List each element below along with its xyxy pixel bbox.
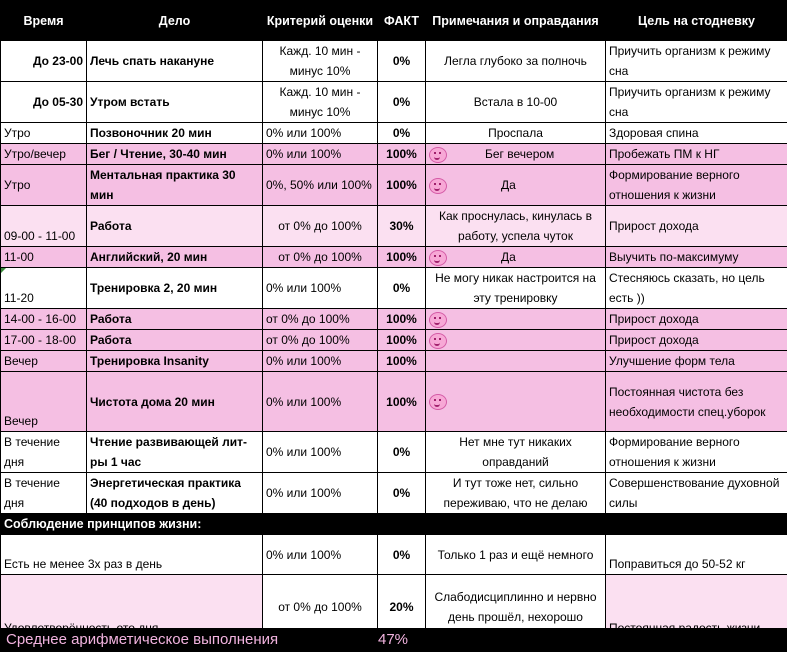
goal-cell[interactable]: Выучить по-максимуму: [606, 247, 787, 268]
criterion-cell[interactable]: 0%, 50% или 100%: [263, 165, 378, 206]
note-cell[interactable]: Нет мне тут никаких оправданий: [426, 432, 606, 473]
average-value[interactable]: 47%: [378, 631, 409, 648]
table-row: [1, 247, 787, 268]
goal-cell[interactable]: Формирование верного отношения к жизни: [606, 165, 787, 206]
criterion-cell[interactable]: 0% или 100%: [263, 535, 378, 575]
fact-cell[interactable]: 0%: [378, 432, 426, 473]
fact-cell[interactable]: 0%: [378, 41, 426, 82]
goal-cell[interactable]: Прирост дохода: [606, 309, 787, 330]
goal-cell[interactable]: Пробежать ПМ к НГ: [606, 144, 787, 165]
section-title[interactable]: Соблюдение принципов жизни:: [1, 514, 787, 535]
table-row: [1, 41, 787, 82]
criterion-cell[interactable]: Кажд. 10 мин - минус 10%: [263, 82, 378, 123]
goal-cell[interactable]: Приучить организм к режиму сна: [606, 82, 787, 123]
task-cell[interactable]: Чтение развивающей лит-ры 1 час: [87, 432, 263, 473]
goal-cell[interactable]: Поправиться до 50-52 кг: [606, 535, 787, 575]
section-row: [1, 514, 787, 535]
col-header-criterion: Критерий оценки: [263, 1, 378, 41]
criterion-cell[interactable]: 0% или 100%: [263, 351, 378, 372]
time-cell[interactable]: До 23-00: [1, 41, 87, 82]
criterion-cell[interactable]: от 0% до 100%: [263, 309, 378, 330]
smiley-face-icon: [429, 147, 447, 163]
smiley-face-icon: [429, 312, 447, 328]
time-cell[interactable]: Утро/вечер: [1, 144, 87, 165]
time-text: 11-20: [4, 291, 34, 305]
footer-bar: [0, 628, 787, 652]
task-cell[interactable]: Тренировка 2, 20 мин: [87, 268, 263, 309]
note-text: Да: [501, 250, 516, 264]
table-row: [1, 82, 787, 123]
note-cell[interactable]: И тут тоже нет, сильно переживаю, что не делаю: [426, 473, 606, 514]
smiley-face-icon: [429, 178, 447, 194]
goal-cell[interactable]: Улучшение форм тела: [606, 351, 787, 372]
time-cell[interactable]: Утро: [1, 165, 87, 206]
goal-cell[interactable]: Прирост дохода: [606, 206, 787, 247]
note-cell[interactable]: [426, 144, 606, 165]
col-header-notes: Примечания и оправдания: [426, 1, 606, 41]
principle-label-cell[interactable]: Есть не менее 3х раз в день: [1, 535, 263, 575]
fact-cell[interactable]: 100%: [378, 351, 426, 372]
goal-cell[interactable]: Постоянная чистота без необходимости спец.уборок: [606, 372, 787, 432]
task-cell[interactable]: Тренировка Insanity: [87, 351, 263, 372]
smiley-face-icon: [429, 250, 447, 266]
task-cell[interactable]: Работа: [87, 309, 263, 330]
criterion-cell[interactable]: 0% или 100%: [263, 432, 378, 473]
task-cell[interactable]: Лечь спать накануне: [87, 41, 263, 82]
task-cell[interactable]: Позвоночник 20 мин: [87, 123, 263, 144]
table-row: [1, 206, 787, 247]
criterion-cell[interactable]: 0% или 100%: [263, 473, 378, 514]
header-row: [1, 1, 787, 41]
time-cell[interactable]: Вечер: [1, 372, 87, 432]
col-header-fact: ФАКТ: [378, 1, 426, 41]
smiley-face-icon: [429, 394, 447, 410]
comment-marker-icon: [1, 268, 6, 273]
note-cell[interactable]: Встала в 10-00: [426, 82, 606, 123]
note-cell[interactable]: Легла глубоко за полночь: [426, 41, 606, 82]
task-cell[interactable]: Энергетическая практика (40 подходов в день): [87, 473, 263, 514]
note-cell[interactable]: Проспала: [426, 123, 606, 144]
fact-cell[interactable]: 0%: [378, 82, 426, 123]
fact-cell[interactable]: 0%: [378, 535, 426, 575]
table-row: [1, 432, 787, 473]
time-cell[interactable]: Утро: [1, 123, 87, 144]
time-cell[interactable]: До 05-30: [1, 82, 87, 123]
note-cell[interactable]: Только 1 раз и ещё немного: [426, 535, 606, 575]
table-row: [1, 268, 787, 309]
task-cell[interactable]: Работа: [87, 330, 263, 351]
note-cell[interactable]: [426, 309, 606, 330]
criterion-cell[interactable]: 0% или 100%: [263, 372, 378, 432]
note-cell[interactable]: Слабодисциплинно и нервно день прошёл, нехорошо: [426, 575, 606, 639]
table-row: [1, 309, 787, 330]
table-row: [1, 330, 787, 351]
table-row: [1, 372, 787, 432]
criterion-cell[interactable]: от 0% до 100%: [263, 206, 378, 247]
task-cell[interactable]: Утром встать: [87, 82, 263, 123]
goal-cell[interactable]: Приучить организм к режиму сна: [606, 41, 787, 82]
fact-cell[interactable]: 20%: [378, 575, 426, 639]
task-cell[interactable]: Ментальная практика 30 мин: [87, 165, 263, 206]
note-text: Бег вечером: [485, 147, 555, 161]
smiley-face-icon: [429, 333, 447, 349]
average-label[interactable]: Среднее арифметическое выполнения: [6, 631, 279, 648]
fact-cell[interactable]: 100%: [378, 165, 426, 206]
table-row: [1, 351, 787, 372]
task-cell[interactable]: Английский, 20 мин: [87, 247, 263, 268]
fact-cell[interactable]: 100%: [378, 144, 426, 165]
criterion-cell[interactable]: 0% или 100%: [263, 144, 378, 165]
col-header-task: Дело: [87, 1, 263, 41]
table-row: [1, 144, 787, 165]
note-cell[interactable]: [426, 351, 606, 372]
criterion-cell[interactable]: 0% или 100%: [263, 123, 378, 144]
fact-cell[interactable]: 0%: [378, 123, 426, 144]
table-row: [1, 123, 787, 144]
fact-cell[interactable]: 100%: [378, 247, 426, 268]
time-cell[interactable]: 09-00 - 11-00: [1, 206, 87, 247]
time-cell[interactable]: Вечер: [1, 351, 87, 372]
goal-cell[interactable]: Здоровая спина: [606, 123, 787, 144]
goal-cell[interactable]: Формирование верного отношения к жизни: [606, 432, 787, 473]
note-cell[interactable]: [426, 247, 606, 268]
criterion-cell[interactable]: от 0% до 100%: [263, 575, 378, 639]
note-cell[interactable]: [426, 165, 606, 206]
goal-cell[interactable]: Прирост дохода: [606, 330, 787, 351]
time-cell[interactable]: [1, 268, 87, 309]
note-cell[interactable]: Не могу никак настроится на эту тренировку: [426, 268, 606, 309]
time-cell[interactable]: 14-00 - 16-00: [1, 309, 87, 330]
fact-cell[interactable]: 100%: [378, 372, 426, 432]
goal-cell[interactable]: Стесняюсь сказать, но цель есть )): [606, 268, 787, 309]
task-cell[interactable]: Чистота дома 20 мин: [87, 372, 263, 432]
time-cell[interactable]: В течение дня: [1, 432, 87, 473]
criterion-cell[interactable]: Кажд. 10 мин - минус 10%: [263, 41, 378, 82]
col-header-time: Время: [1, 1, 87, 41]
time-cell[interactable]: 11-00: [1, 247, 87, 268]
table-row: [1, 165, 787, 206]
table-row: [1, 473, 787, 514]
time-cell[interactable]: В течение дня: [1, 473, 87, 514]
fact-cell[interactable]: 0%: [378, 268, 426, 309]
criterion-cell[interactable]: от 0% до 100%: [263, 330, 378, 351]
col-header-goal: Цель на стодневку: [606, 1, 787, 41]
fact-cell[interactable]: 0%: [378, 473, 426, 514]
criterion-cell[interactable]: 0% или 100%: [263, 268, 378, 309]
task-cell[interactable]: Работа: [87, 206, 263, 247]
note-cell[interactable]: [426, 372, 606, 432]
note-cell[interactable]: [426, 330, 606, 351]
fact-cell[interactable]: 30%: [378, 206, 426, 247]
task-cell[interactable]: Бег / Чтение, 30-40 мин: [87, 144, 263, 165]
time-cell[interactable]: 17-00 - 18-00: [1, 330, 87, 351]
note-text: Да: [501, 178, 516, 192]
goal-cell[interactable]: Совершенствование духовной силы: [606, 473, 787, 514]
table-row: [1, 535, 787, 575]
fact-cell[interactable]: 100%: [378, 309, 426, 330]
fact-cell[interactable]: 100%: [378, 330, 426, 351]
note-cell[interactable]: Как проснулась, кинулась в работу, успела чуток: [426, 206, 606, 247]
criterion-cell[interactable]: от 0% до 100%: [263, 247, 378, 268]
